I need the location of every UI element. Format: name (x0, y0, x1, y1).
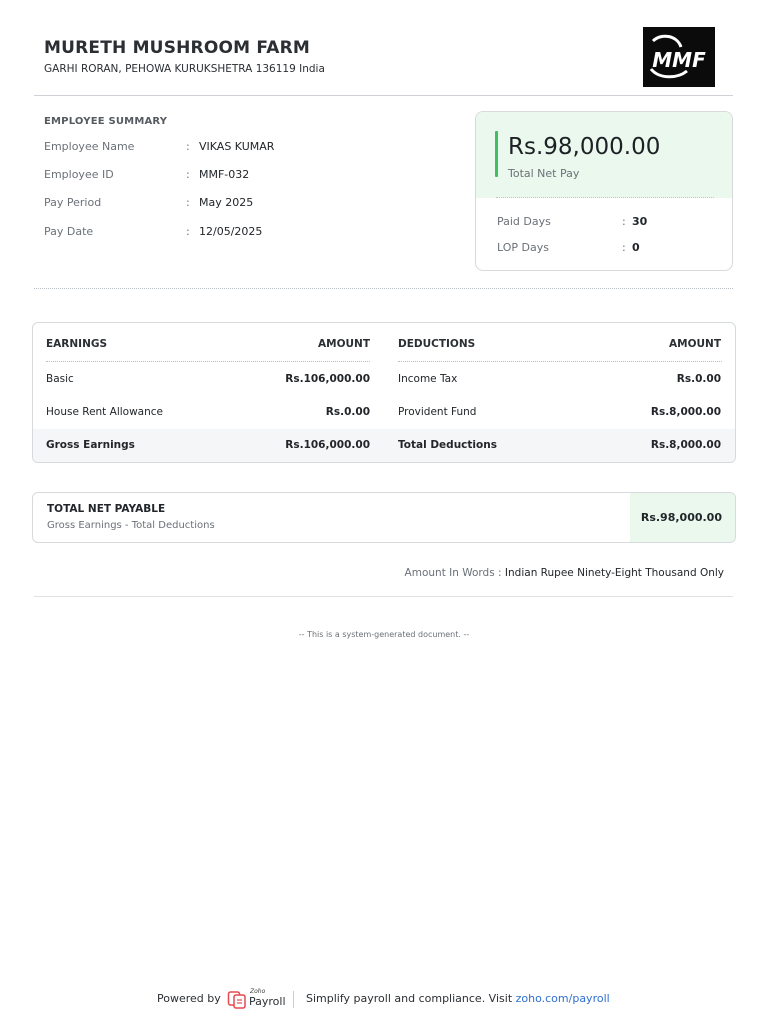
company-address: GARHI RORAN, PEHOWA KURUKSHETRA 136119 India (44, 63, 325, 75)
section-divider (34, 288, 733, 289)
gross-earnings-label: Gross Earnings (46, 439, 135, 451)
amount-in-words-label: Amount In Words : (404, 567, 505, 579)
earning-hra-amount: Rs.0.00 (325, 406, 370, 418)
lop-days-separator: : (622, 241, 626, 254)
powered-by-label: Powered by (157, 992, 221, 1005)
lop-days-value: 0 (632, 241, 640, 254)
company-logo (643, 27, 715, 87)
header-divider (34, 95, 733, 96)
earning-basic-label: Basic (46, 373, 74, 385)
total-net-payable-box (32, 492, 736, 543)
paid-days-value: 30 (632, 215, 648, 228)
summary-label: Pay Date (44, 225, 94, 238)
lop-days-row (497, 241, 717, 257)
summary-row-employee-id (44, 168, 444, 184)
net-pay-highlight (476, 112, 733, 198)
zoho-payroll-icon (227, 989, 247, 1009)
summary-label: Pay Period (44, 196, 102, 209)
pay-period-value: May 2025 (199, 196, 254, 209)
summary-separator: : (186, 168, 190, 181)
amount-in-words-value: Indian Rupee Ninety-Eight Thousand Only (504, 567, 724, 579)
net-pay-card (475, 111, 733, 271)
total-net-payable-highlight (630, 493, 736, 543)
employee-summary-heading: EMPLOYEE SUMMARY (44, 116, 168, 127)
summary-separator: : (186, 196, 190, 209)
logo-text: MMF (652, 48, 706, 72)
total-deductions-amount: Rs.8,000.00 (650, 439, 721, 451)
gross-earnings-amount: Rs.106,000.00 (285, 439, 370, 451)
deductions-header: DEDUCTIONS (398, 338, 476, 350)
net-pay-amount: Rs.98,000.00 (508, 134, 661, 160)
footer-tagline (306, 992, 610, 1005)
summary-row-pay-date (44, 225, 444, 241)
earnings-header: EARNINGS (46, 338, 108, 350)
employee-name-value: VIKAS KUMAR (199, 140, 275, 153)
zoho-payroll-link[interactable]: zoho.com/payroll (515, 992, 610, 1005)
summary-label: Employee ID (44, 168, 114, 181)
lop-days-label: LOP Days (497, 241, 549, 254)
earning-hra-label: House Rent Allowance (46, 406, 163, 418)
total-net-payable-title: TOTAL NET PAYABLE (47, 503, 166, 515)
summary-row-employee-name (44, 140, 444, 156)
footer (0, 988, 768, 1012)
net-pay-divider (496, 197, 714, 198)
summary-label: Employee Name (44, 140, 135, 153)
deduction-income-tax-amount: Rs.0.00 (676, 373, 721, 385)
total-net-payable-formula: Gross Earnings - Total Deductions (47, 520, 215, 531)
earnings-amount-header: AMOUNT (318, 338, 370, 350)
payslip-header (0, 0, 768, 96)
employee-id-value: MMF-032 (199, 168, 250, 181)
footer-tagline-text: Simplify payroll and compliance. Visit (306, 992, 516, 1005)
net-pay-accent-bar (495, 131, 498, 177)
deduction-provident-fund-label: Provident Fund (398, 406, 477, 418)
paid-days-row (497, 215, 717, 231)
deduction-provident-fund-amount: Rs.8,000.00 (650, 406, 721, 418)
footer-separator (293, 991, 294, 1008)
deductions-header-divider (398, 361, 722, 362)
deduction-income-tax-label: Income Tax (398, 373, 458, 385)
summary-separator: : (186, 225, 190, 238)
words-divider (34, 596, 733, 597)
paid-days-label: Paid Days (497, 215, 551, 228)
net-pay-label: Total Net Pay (508, 167, 580, 180)
total-deductions-label: Total Deductions (398, 439, 497, 451)
zoho-payroll-brand: Payroll (249, 995, 286, 1008)
earnings-deductions-table (32, 322, 736, 463)
earnings-header-divider (46, 361, 370, 362)
summary-row-pay-period (44, 196, 444, 212)
zoho-brand-small: Zoho (250, 988, 266, 995)
mmf-logo-icon (643, 27, 715, 87)
total-net-payable-amount: Rs.98,000.00 (640, 511, 722, 524)
deductions-amount-header: AMOUNT (669, 338, 721, 350)
amount-in-words (405, 567, 724, 579)
company-name: MURETH MUSHROOM FARM (44, 38, 311, 58)
paid-days-separator: : (622, 215, 626, 228)
earning-basic-amount: Rs.106,000.00 (285, 373, 370, 385)
pay-date-value: 12/05/2025 (199, 225, 263, 238)
system-generated-note: -- This is a system-generated document. -- (298, 630, 470, 639)
summary-separator: : (186, 140, 190, 153)
